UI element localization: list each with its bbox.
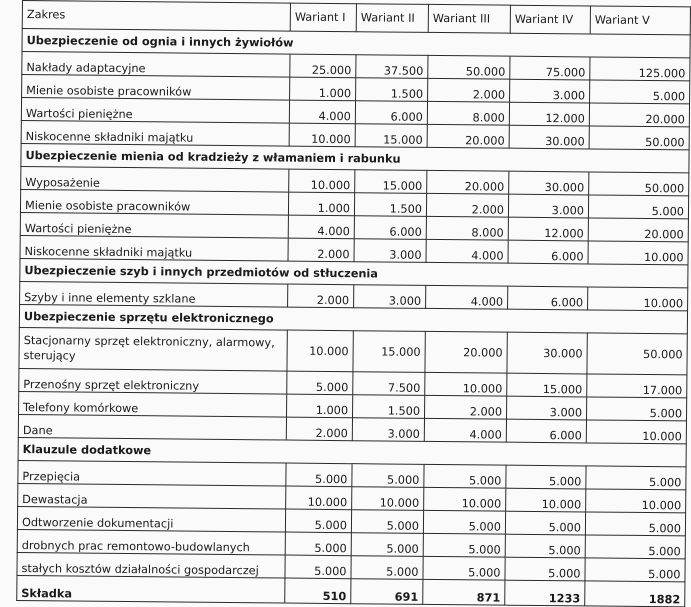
table-body [17, 29, 690, 607]
variant-2-value: 10.000 [352, 487, 424, 511]
row-label: Przepięcia [18, 460, 286, 486]
variant-5-value: 5.000 [586, 466, 686, 490]
variant-2-value: 3.000 [352, 418, 424, 442]
variant-3-value: 4.000 [424, 418, 506, 442]
variant-4-value: 30.000 [509, 171, 589, 195]
variant-2-value: 6.000 [355, 101, 427, 125]
header-variant-1: Wariant I [290, 3, 356, 32]
variant-1-value: 1.000 [288, 192, 354, 216]
variant-1-value: 5.000 [285, 532, 351, 556]
variant-5-value: 20.000 [588, 218, 688, 242]
insurance-variants-sheet [16, 0, 690, 607]
row-label: Dewastacja [18, 483, 286, 509]
variant-3-value: 10.000 [424, 487, 506, 511]
variant-3-value: 20.000 [427, 124, 509, 148]
variant-1-value: 2.000 [288, 238, 354, 262]
total-variant-1: 510 [285, 578, 351, 604]
variant-5-value: 50.000 [587, 333, 687, 375]
row-label: Wartości pieniężne [21, 98, 289, 124]
variant-5-value: 20.000 [589, 103, 689, 127]
row-label: Dane [18, 414, 286, 440]
row-label: Wartości pieniężne [20, 212, 288, 238]
variant-4-value: 15.000 [507, 373, 587, 397]
variant-1-value: 1.000 [287, 394, 353, 418]
variant-3-value: 4.000 [426, 239, 508, 263]
row-label: Nakłady adaptacyjne [22, 52, 290, 78]
header-variant-3: Wariant III [428, 4, 510, 33]
variant-5-value: 50.000 [589, 172, 689, 196]
variant-1-value: 10.000 [289, 123, 355, 147]
variant-1-value: 2.000 [286, 417, 352, 441]
variant-5-value: 5.000 [586, 397, 686, 421]
variant-2-value: 37.500 [356, 55, 428, 79]
variant-2-value: 6.000 [354, 216, 426, 240]
row-label: Szyby i inne elementy szklane [20, 281, 288, 307]
variant-4-value: 12.000 [508, 217, 588, 241]
variant-2-value: 5.000 [351, 533, 423, 557]
variant-5-value: 125.000 [590, 57, 690, 81]
variant-4-value: 5.000 [505, 557, 585, 581]
row-label: Niskocenne składniki majątku [20, 235, 288, 261]
variant-3-value: 2.000 [428, 78, 510, 102]
section-title: Ubezpieczenie od ognia i innych żywiołów [22, 29, 690, 58]
row-label: drobnych prac remontowo-budowlanych [17, 529, 285, 555]
variant-3-value: 8.000 [426, 216, 508, 240]
variant-5-value: 50.000 [589, 126, 689, 150]
variant-4-value: 3.000 [510, 79, 590, 103]
variant-1-value: 1.000 [290, 77, 356, 101]
variant-2-value: 5.000 [352, 464, 424, 488]
total-row [17, 575, 685, 606]
variant-3-value: 2.000 [425, 395, 507, 419]
variant-5-value: 5.000 [585, 512, 685, 536]
header-variant-2: Wariant II [356, 4, 428, 33]
variant-1-value: 2.000 [288, 284, 354, 308]
variant-3-value: 10.000 [425, 372, 507, 396]
variant-5-value: 5.000 [588, 195, 688, 219]
variant-2-value: 7.500 [353, 372, 425, 396]
row-label: Mienie osobiste pracowników [20, 189, 288, 215]
variant-2-value: 5.000 [351, 556, 423, 580]
variant-5-value: 5.000 [590, 80, 690, 104]
variant-4-value: 5.000 [505, 511, 585, 535]
header-zakres: Zakres [22, 1, 290, 32]
variant-1-value: 10.000 [289, 169, 355, 193]
row-label: Wyposażenie [21, 166, 289, 192]
variant-3-value: 5.000 [423, 556, 505, 580]
row-label: Odtworzenie dokumentacji [17, 506, 285, 532]
variant-4-value: 3.000 [506, 396, 586, 420]
insurance-variants-table [16, 0, 691, 607]
variant-2-value: 5.000 [351, 510, 423, 534]
variant-4-value: 6.000 [508, 286, 588, 310]
variant-3-value: 5.000 [423, 510, 505, 534]
variant-1-value: 5.000 [285, 509, 351, 533]
variant-4-value: 3.000 [508, 194, 588, 218]
total-variant-2: 691 [351, 579, 423, 605]
section-title: Ubezpieczenie mienia od kradzieży z włamaniem i rabunku [21, 143, 689, 172]
row-label: stałych kosztów działalności gospodarczej [17, 552, 285, 578]
variant-2-value: 1.500 [354, 193, 426, 217]
variant-5-value: 5.000 [585, 558, 685, 582]
variant-2-value: 3.000 [354, 285, 426, 309]
variant-4-value: 30.000 [509, 125, 589, 149]
variant-2-value: 15.000 [355, 170, 427, 194]
variant-3-value: 8.000 [427, 101, 509, 125]
variant-1-value: 4.000 [289, 100, 355, 124]
variant-5-value: 10.000 [588, 287, 688, 311]
variant-3-value: 5.000 [423, 533, 505, 557]
row-label: Telefony komórkowe [19, 391, 287, 417]
variant-2-value: 15.000 [355, 124, 427, 148]
variant-1-value: 5.000 [285, 555, 351, 579]
variant-5-value: 10.000 [586, 420, 686, 444]
variant-1-value: 5.000 [287, 371, 353, 395]
row-label: Przenośny sprzęt elektroniczny [19, 368, 287, 394]
variant-1-value: 5.000 [286, 463, 352, 487]
variant-2-value: 1.500 [356, 78, 428, 102]
variant-3-value: 4.000 [426, 285, 508, 309]
variant-4-value: 6.000 [506, 419, 586, 443]
row-label: Stacjonarny sprzęt elektroniczny, alarmowy, sterujący [19, 327, 287, 371]
variant-3-value: 50.000 [428, 55, 510, 79]
variant-1-value: 10.000 [287, 330, 353, 372]
table-row [19, 327, 687, 374]
variant-5-value: 10.000 [588, 241, 688, 265]
section-title: Ubezpieczenie sprzętu elektronicznego [19, 304, 687, 333]
total-variant-3: 871 [423, 579, 505, 605]
variant-4-value: 5.000 [505, 534, 585, 558]
variant-1-value: 10.000 [286, 486, 352, 510]
variant-3-value: 5.000 [424, 464, 506, 488]
variant-2-value: 1.500 [353, 395, 425, 419]
variant-4-value: 5.000 [506, 465, 586, 489]
total-variant-5: 1882 [585, 581, 685, 607]
variant-1-value: 25.000 [290, 54, 356, 78]
variant-4-value: 30.000 [507, 332, 587, 374]
variant-4-value: 12.000 [509, 102, 589, 126]
section-title: Klauzule dodatkowe [18, 437, 686, 466]
variant-3-value: 20.000 [427, 170, 509, 194]
variant-4-value: 75.000 [510, 56, 590, 80]
variant-2-value: 15.000 [353, 331, 425, 373]
variant-4-value: 10.000 [506, 488, 586, 512]
variant-3-value: 20.000 [425, 331, 507, 373]
section-title: Ubezpieczenie szyb i innych przedmiotów od stłuczenia [20, 258, 688, 287]
total-variant-4: 1233 [505, 580, 585, 606]
total-label: Składka [17, 575, 285, 603]
variant-4-value: 6.000 [508, 240, 588, 264]
row-label: Mienie osobiste pracowników [22, 75, 290, 101]
variant-5-value: 17.000 [587, 374, 687, 398]
variant-5-value: 5.000 [585, 535, 685, 559]
variant-1-value: 4.000 [288, 215, 354, 239]
header-variant-4: Wariant IV [510, 5, 590, 34]
variant-2-value: 3.000 [354, 239, 426, 263]
header-variant-5: Wariant V [590, 6, 690, 35]
variant-3-value: 2.000 [426, 193, 508, 217]
variant-5-value: 10.000 [586, 489, 686, 513]
row-label: Niskocenne składniki majątku [21, 120, 289, 146]
